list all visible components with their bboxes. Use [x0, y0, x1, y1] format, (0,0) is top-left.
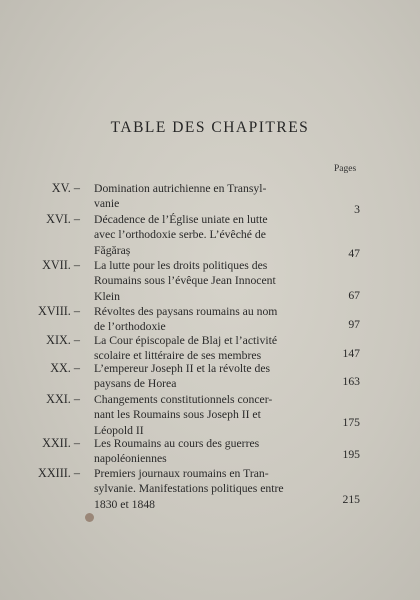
- page-title: TABLE DES CHAPITRES: [110, 119, 310, 136]
- page-number: 67: [348, 289, 360, 302]
- chapter-title: La lutte pour les droits politiques des Roumains sous l’évêque Jean Innocent Klein: [94, 259, 276, 303]
- page-number: 3: [354, 203, 360, 216]
- chapter-number: XXII. –: [42, 436, 80, 450]
- chapter-number: XXI. –: [46, 392, 80, 406]
- chapter-title: Premiers journaux roumains en Tran- sylvanie. Manifestations politiques entre 1830 et 1848: [94, 467, 284, 511]
- page-number: 47: [348, 247, 360, 260]
- chapter-title: Domination autrichienne en Transyl- vanie: [94, 182, 267, 211]
- chapter-title: La Cour épiscopale de Blaj et l’activité scolaire et littéraire de ses membres: [94, 334, 278, 363]
- page-number: 147: [342, 347, 360, 360]
- chapter-number: XX. –: [50, 361, 80, 375]
- page-number: 163: [342, 375, 360, 388]
- chapter-number: XXIII. –: [38, 466, 80, 480]
- chapter-title: Changements constitutionnels concer- nant les Roumains sous Joseph II et Léopold II: [94, 393, 273, 437]
- chapter-title: Décadence de l’Église uniate en lutte avec l’orthodoxie serbe. L’évêché de Făgăraș: [94, 213, 268, 257]
- pages-column-header: Pages: [334, 164, 357, 174]
- chapter-title: Les Roumains au cours des guerres napoléoniennes: [94, 437, 260, 466]
- chapter-number: XVIII. –: [38, 304, 80, 318]
- ink-spot: [85, 513, 94, 522]
- page-number: 97: [348, 318, 360, 331]
- chapter-number: XV. –: [51, 181, 80, 195]
- chapter-title: Révoltes des paysans roumains au nom de l’orthodoxie: [94, 305, 278, 334]
- chapter-number: XVI. –: [46, 212, 80, 226]
- chapter-number: XVII. –: [42, 258, 80, 272]
- page-number: 175: [342, 416, 360, 429]
- page-number: 195: [342, 448, 360, 461]
- chapter-number: XIX. –: [46, 333, 80, 347]
- chapter-title: L’empereur Joseph II et la révolte des paysans de Horea: [94, 362, 271, 391]
- page-number: 215: [342, 493, 360, 506]
